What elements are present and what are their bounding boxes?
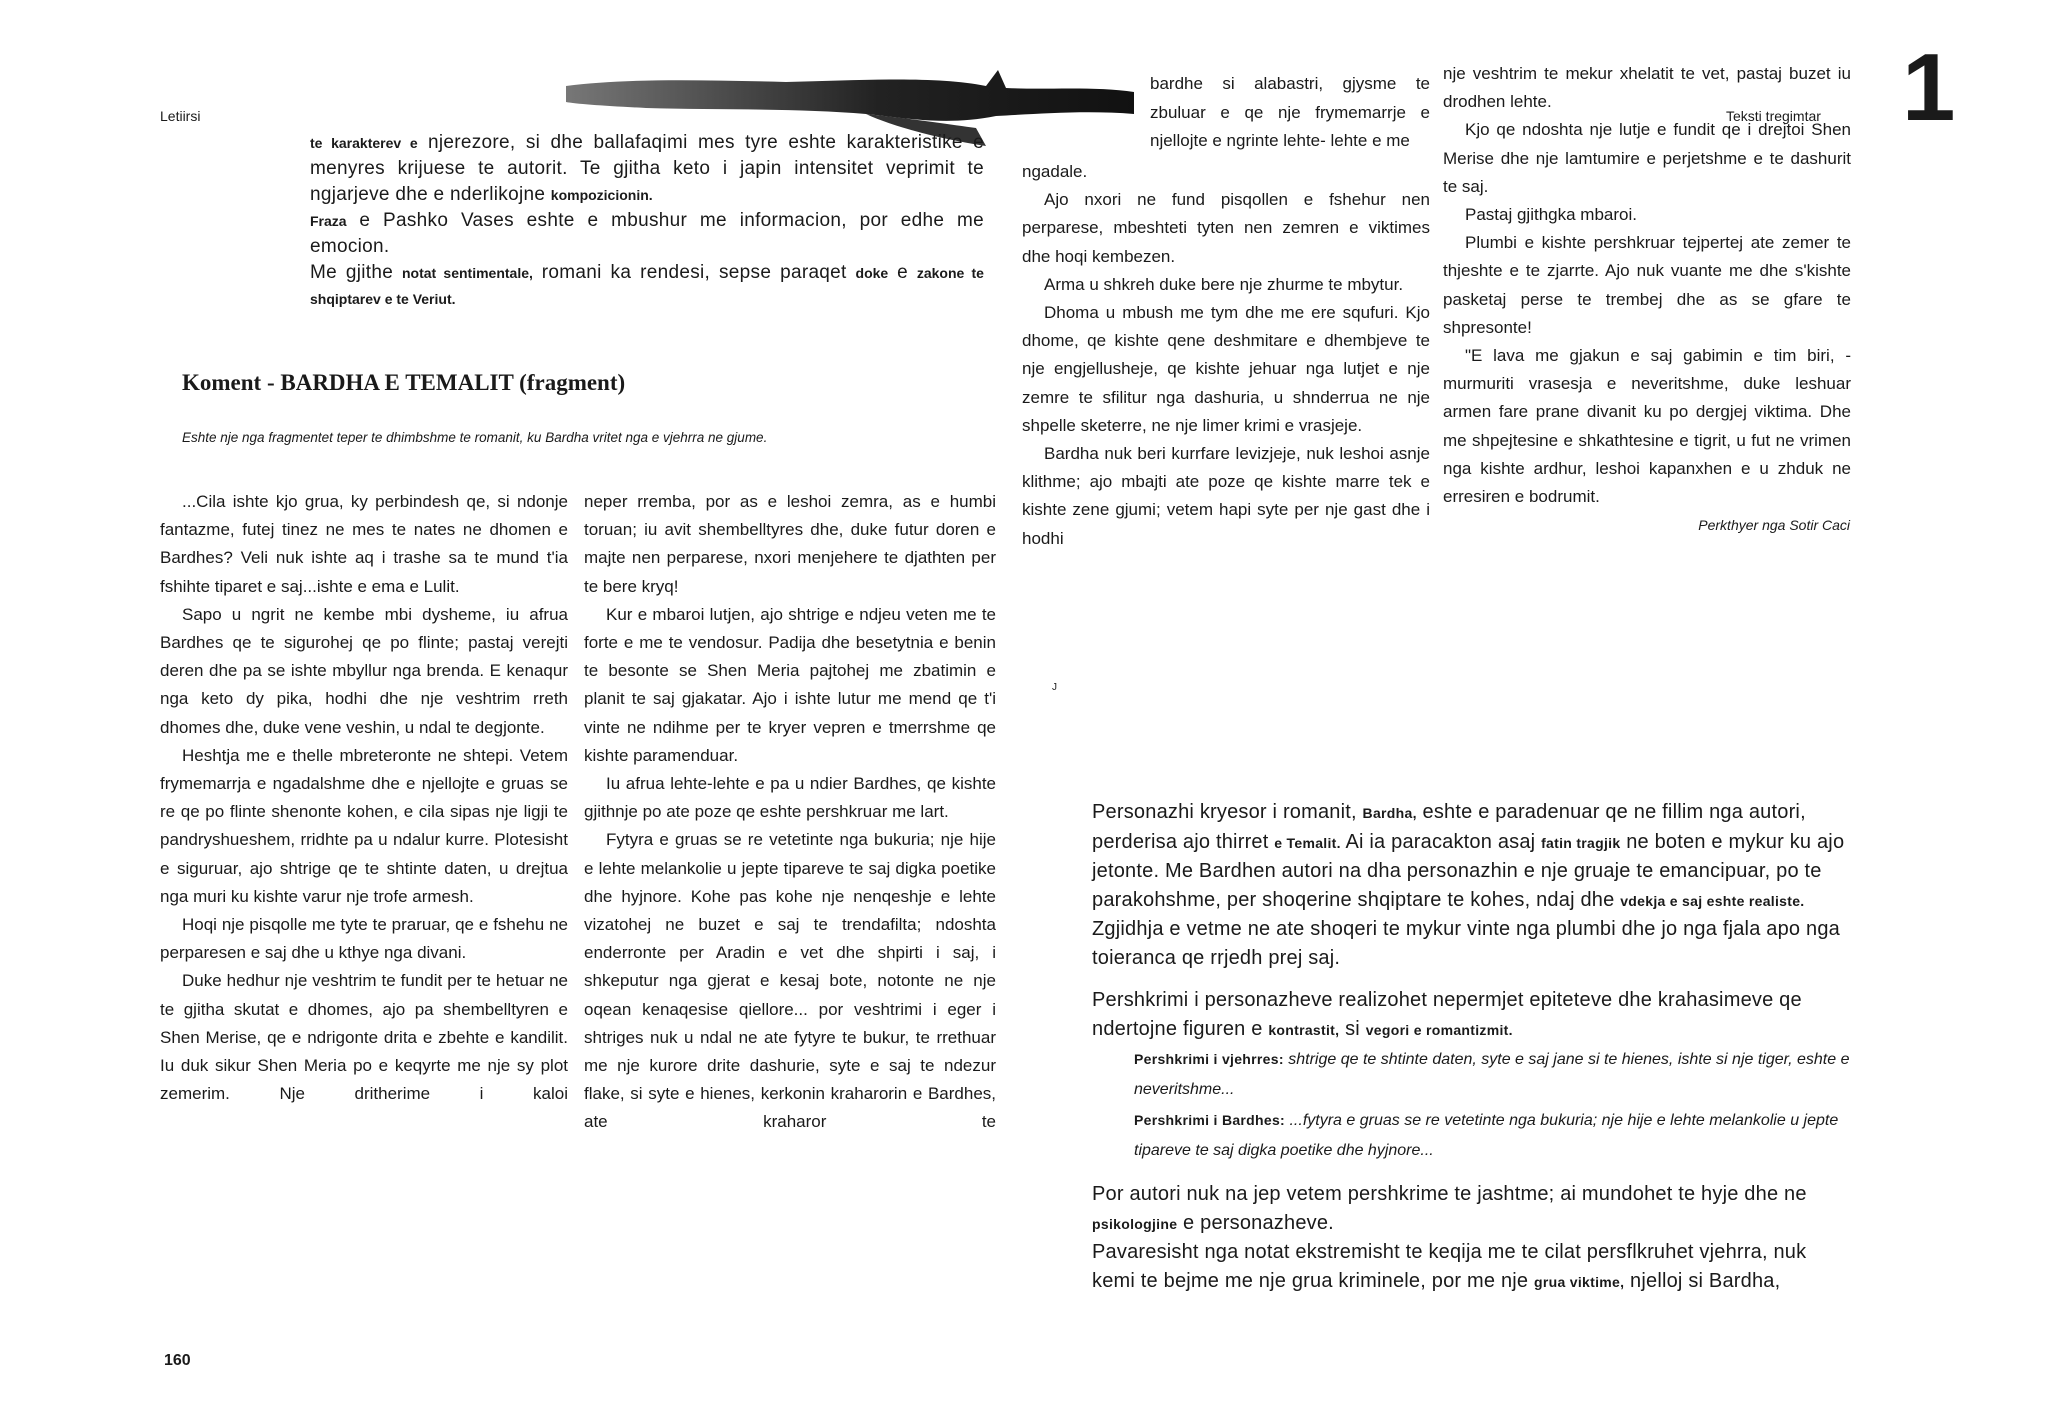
col3-top-paragraph: bardhe si alabastri, gjysme te zbuluar e qe nje frymemarrje e njellojte e ngrinte lehte- lehte e me: [1150, 74, 1430, 150]
col3-paragraph: Ajo nxori ne fund pisqollen e fshehur nen perparese, mbeshteti tyten nen zemren e viktimes dhe hoqi kembezen.: [1022, 190, 1430, 266]
col3-top-text: [1150, 70, 1430, 156]
col1-paragraph: Hoqi nje pisqolle me tyte te praruar, qe e fshehu ne perparesen e saj dhe u kthye nga divani.: [160, 915, 568, 963]
text-column-4: [1443, 60, 1851, 511]
text-column-2: [584, 488, 996, 1137]
col2-paragraph: Kur e mbaroi lutjen, ajo shtrige e ndjeu veten me te forte e me te vendosur. Padija dhe besetytnia e benin te besonte se Shen Meria pajtohej me zbatimin e planit te saj gjakatar. Ajo i ishte lutur me mend qe t'i vinte ne ndihme per te kryer vepren e tmerrshme qe kishte paramenduar.: [584, 604, 996, 765]
text-column-3: [1022, 158, 1430, 553]
col2-paragraph: Iu afrua lehte-lehte e pa u ndier Bardhes, qe kishte gjithnje po ate poze qe eshte pershkruar me lart.: [584, 774, 996, 822]
intro-paragraph-3: Me gjithe notat sentimentale, romani ka rendesi, sepse paraqet doke e zakone te shqiptarev e te Veriut.: [310, 262, 984, 307]
col3-paragraph: ngadale.: [1022, 162, 1088, 181]
col4-paragraph: Kjo qe ndoshta nje lutje e fundit qe i drejtoi Shen Merise dhe nje lamtumire e perjetshme e te dashurit te saj.: [1443, 120, 1851, 196]
page-number: 160: [164, 1352, 191, 1369]
col1-paragraph: Sapo u ngrit ne kembe mbi dysheme, iu afrua Bardhes qe te sigurohej qe po flinte; pastaj verejti deren dhe pa se ishte mbyllur nga brenda. E kenaqur nga keto dy pika, hodhi dhe nje veshtrim rreth dhomes dhe, duke vene veshin, u ndal te degjonte.: [160, 604, 568, 737]
col3-paragraph: Arma u shkreh duke bere nje zhurme te mbytur.: [1044, 274, 1404, 294]
running-header-left: Letiirsi: [160, 108, 201, 124]
col3-paragraph: Dhoma u mbush me tym dhe me ere squfuri. Kjo dhome, qe kishte qene deshmitare e dhembjeve te nje engjellusheje, qe kishte jehuar nga lutjet e nje zemre te sfilitur nga dashuria, u shnderrua ne nje shpelle sketerre, ne nje limer krimi e vrasjeje.: [1022, 303, 1430, 435]
quote-vjehrra: Pershkrimi i vjehrres: shtrige qe te shtinte daten, syte e saj jane si te hienes, ishte si nje tiger, eshte e neveritshme...: [1134, 1051, 1850, 1098]
col4-paragraph: nje veshtrim te mekur xhelatit te vet, pastaj buzet iu drodhen lehte.: [1443, 64, 1851, 112]
running-header-right: Teksti tregimtar: [1726, 108, 1821, 124]
chapter-number: 1: [1902, 34, 1956, 141]
col1-paragraph: ...Cila ishte kjo grua, ky perbindesh qe, si ndonje fantazme, futej tinez ne mes te nates ne dhomen e Bardhes? Veli nuk ishte aq i trashe sa te mund t'ia fshihte tiparet e saj...ishte e ema e Lulit.: [160, 492, 568, 596]
col1-paragraph: Duke hedhur nje veshtrim te fundit per te hetuar ne te gjitha skutat e dhomes, ajo pa shembelltyren e Shen Merise, qe e ndrigonte drita e zbehte e kandilit. Iu duk sikur Shen Meria po e keqyrte me nje sy plot zemerim. Nje dritherime i kaloi: [160, 971, 568, 1104]
section-subtitle: Eshte nje nga fragmentet teper te dhimbshme te romanit, ku Bardha vritet nga e vjehrra ne gjume.: [182, 430, 768, 445]
col2-paragraph: neper rremba, por as e leshoi zemra, as e humbi toruan; iu avit shembelltyres dhe, duke futur doren e majte nen perparese, nxori menjehere te djathten per te bere kryq!: [584, 492, 996, 596]
col2-paragraph: Fytyra e gruas se re vetetinte nga bukuria; nje hije e lehte melankolie u jepte tipareve te saj digka poetike dhe hyjnore. Kohe pas kohe nje nenqeshje e lehte vizatohej ne buzet e saj te trendafilta; ndoshta enderronte per Aradin e vet dhe shpirti i saj, i shkeputur nga gjerat e kesaj bote, notonte ne nje oqean kenaqesise qiellore... por veshtrimi i eger i shtriges nuk u ndal ne ate fytyre te bukur, te rrethuar me nje kurore drite dashurie, syte e saj te ndezur flake, si syte e hienes, kerkonin kraharorin e Bardhes, ate kraharor te: [584, 830, 996, 1132]
intro-block: [310, 130, 984, 312]
commentary-block: [1092, 798, 1854, 1296]
col4-paragraph: "E lava me gjakun e saj gabimin e tim biri, - murmuriti vrasesja e neveritshme, duke leshuar armen fare prane divanit ku po dergjej viktima. Dhe me shpejtesine e shkathtesine e tigrit, u fut ne vrimen nga kishte ardhur, leshoi kapanxhen e u zhduk ne erresiren e bodrumit.: [1443, 346, 1851, 507]
section-title: Koment - BARDHA E TEMALIT (fragment): [182, 370, 626, 395]
translator-credit: Perkthyer nga Sotir Caci: [1698, 517, 1850, 533]
commentary-paragraph: Personazhi kryesor i romanit, Bardha, eshte e paradenuar qe ne fillim nga autori, perderisa ajo thirret e Temalit. Ai ia paracakton asaj fatin tragjik ne boten e mykur ku ajo jetonte. Me Bardhen autori na dha personazhin e nje gruaje te emancipuar, po te parakohshme, per shoqerine shqiptare te kohes, ndaj dhe vdekja e saj eshte realiste.: [1092, 801, 1845, 911]
commentary-paragraph: Pershkrimi i personazheve realizohet nepermjet epiteteve dhe krahasimeve qe ndertojne figuren e kontrastit, si vegori e romantizmit.: [1092, 989, 1802, 1040]
commentary-paragraph: Zgjidhja e vetme ne ate shoqeri te mykur vinte nga plumbi dhe jo nga fjala apo nga toieranca qe rrjedh prej saj.: [1092, 918, 1840, 969]
col4-paragraph: Pastaj gjithgka mbaroi.: [1465, 205, 1637, 225]
intro-paragraph-1: te karakterev e njerezore, si dhe ballafaqimi mes tyre eshte karakteristike e menyres krijuese te autorit. Te gjitha keto i japin intensitet veprimit te ngjarjeve dhe e nderlikojne kompozicionin.: [310, 132, 985, 205]
text-column-1: [160, 488, 568, 1108]
col1-paragraph: Heshtja me e thelle mbreteronte ne shtepi. Vetem frymemarrja e ngadalshme dhe e njellojte e gruas se re qe po flinte shenonte kohen, e cila sipas nje ligji te pandryshueshem, rridhte pa u ndalur kurre. Plotesisht e siguruar, ajo shtrige qe te shtinte daten, u drejtua nga muri ku kishte varur nje trofe armesh.: [160, 745, 568, 906]
commentary-paragraph: Por autori nuk na jep vetem pershkrime te jashtme; ai mundohet te hyje dhe ne psikologjine e personazheve.: [1092, 1183, 1807, 1234]
quote-bardha: Pershkrimi i Bardhes: ...fytyra e gruas se re vetetinte nga bukuria; nje hije e lehte melankolie u jepte tipareve te saj digka poetike dhe hyjnore...: [1134, 1112, 1839, 1159]
col4-paragraph: Plumbi e kishte pershkruar tejpertej ate zemer te thjeshte e te zjarrte. Ajo nuk vuante me dhe s'kishte pasketaj perse te trembej dhe as se gfare te shpresonte!: [1443, 233, 1851, 337]
intro-paragraph-2: Fraza e Pashko Vases eshte e mbushur me informacion, por edhe me emocion.: [310, 210, 984, 257]
col3-paragraph: Bardha nuk beri kurrfare levizjeje, nuk leshoi asnje klithme; ajo mbajti ate poze qe kishte marre tek e kishte zene gjumi; vetem hapi syte per nje gast dhe i hodhi: [1022, 444, 1430, 548]
stray-mark: J: [1052, 682, 1057, 693]
commentary-paragraph: Pavaresisht nga notat ekstremisht te keqija me te cilat persflkruhet vjehrra, nuk kemi te bejme me nje grua kriminele, por me nje grua viktime, njelloj si Bardha,: [1092, 1241, 1807, 1292]
